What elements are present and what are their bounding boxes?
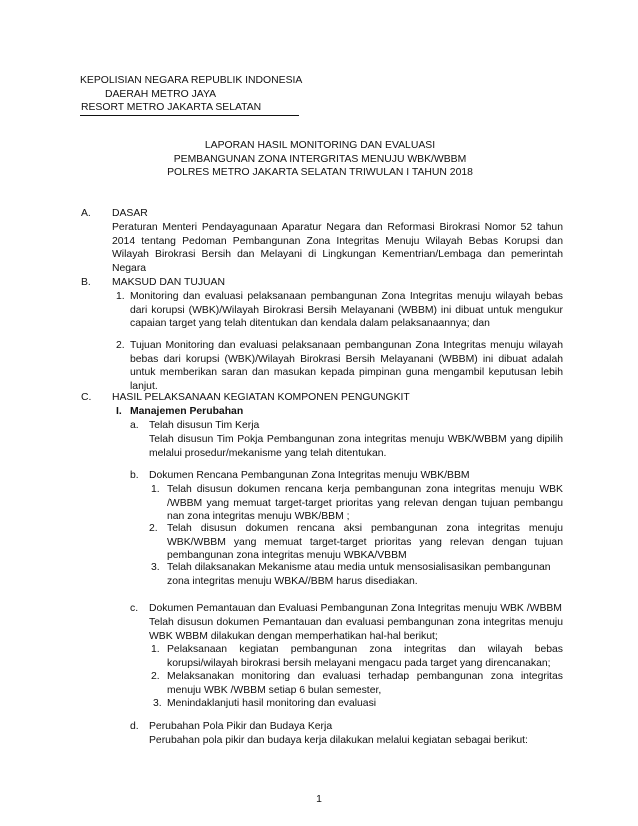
section-a-heading: DASAR bbox=[112, 208, 148, 219]
letterhead-line-2: DAERAH METRO JAYA bbox=[105, 88, 217, 100]
item-b-label: b. bbox=[130, 470, 139, 481]
section-b-item-1-text: Monitoring dan evaluasi pelaksanaan pembangunan Zona Integritas menuju wilayah bebas dari korupsi (WBK)/Wilayah Birokrasi Bersih Melayanani (WBBM) ini dibuat untuk mengukur capaian target yang telah ditentukan dan kendala dalam pelaksanaannya; dan bbox=[130, 291, 563, 330]
item-c-2-text: Melaksanakan monitoring dan evaluasi terhadap pembangunan zona integritas menuju WBK /WBBM setiap 6 bulan semester, bbox=[167, 671, 563, 696]
item-a-title: Telah disusun Tim Kerja bbox=[149, 420, 260, 431]
page-number: 1 bbox=[316, 794, 322, 805]
item-c-1-text: Pelaksanaan kegiatan pembangunan zona integritas dan wilayah bebas korupsi/wilayah birokrasi bersih melayani mengacu pada target yang direncanakan; bbox=[167, 644, 563, 669]
item-a-text: Telah disusun Tim Pokja Pembangunan zona integritas menuju WBK/WBBM yang dipilih melalui prosedur/mekanisme yang telah ditentukan. bbox=[149, 434, 563, 459]
section-c-heading: HASIL PELAKSANAAN KEGIATAN KOMPONEN PENGUNGKIT bbox=[112, 392, 410, 403]
item-c-1-number: 1. bbox=[151, 644, 160, 655]
section-b-letter: B. bbox=[81, 277, 91, 288]
item-b-1-text: Telah disusun dokumen rencana kerja pembangunan zona integritas menuju WBK /WBBM yang memuat target-target prioritas yang relevan dengan tujuan pembangu nan zona integritas menuju WBK/BBM ; bbox=[167, 484, 563, 523]
item-b-title: Dokumen Rencana Pembangunan Zona Integritas menuju WBK/BBM bbox=[149, 470, 470, 481]
report-title bbox=[80, 139, 560, 180]
report-title-line-3: POLRES METRO JAKARTA SELATAN TRIWULAN I TAHUN 2018 bbox=[167, 167, 473, 179]
subsection-i-title: Manajemen Perubahan bbox=[130, 406, 244, 417]
section-a-text: Peraturan Menteri Pendayagunaan Aparatur Negara dan Reformasi Birokrasi Nomor 52 tahun 2014 tentang Pedoman Pembangunan Zona Integritas Menuju Wilayah Bebas Korupsi dan Wilayah Birokrasi Bersih dan Melayani di Lingkungan Kementrian/Lembaga dan pemerintah Negara bbox=[112, 222, 563, 274]
report-title-line-1: LAPORAN HASIL MONITORING DAN EVALUASI bbox=[204, 140, 436, 151]
section-b-item-1-number: 1. bbox=[116, 291, 125, 302]
item-c-3-number: 3. bbox=[153, 698, 162, 709]
section-b-item-2-number: 2. bbox=[116, 340, 125, 351]
report-title-line-2: PEMBANGUNAN ZONA INTERGRITAS MENUJU WBK/WBBM bbox=[173, 153, 467, 165]
item-b-1-number: 1. bbox=[151, 484, 160, 495]
item-b-2-text: Telah disusun dokumen rencana aksi pembangunan zona integritas menuju WBK/WBBM yang memuat target-target prioritas yang relevan dengan tujuan pembangunan zona integritas menuju WBKA/VBBM bbox=[167, 523, 563, 562]
section-c-letter: C. bbox=[81, 392, 92, 403]
section-b-item-2-text: Tujuan Monitoring dan evaluasi pelaksanaan pembangunan Zona Integritas menuju wilayah bebas dari korupsi (WBK)/Wilayah Birokrasi Bersih Melayanani (WBBM) ini dibuat adalah untuk memberikan saran dan masukan kepada pimpinan guna mengambil keputusan lebih lanjut. bbox=[130, 340, 563, 392]
item-c-3-text: Menindaklanjuti hasil monitoring dan evaluasi bbox=[167, 698, 377, 709]
item-b-3-number: 3. bbox=[151, 562, 160, 573]
item-c-label: c. bbox=[130, 603, 139, 614]
item-b-2-number: 2. bbox=[149, 523, 158, 534]
item-a-label: a. bbox=[130, 420, 139, 431]
item-d-label: d. bbox=[130, 721, 139, 732]
item-c-text: Telah disusun dokumen Pemantauan dan evaluasi pembangunan zona integritas menuju WBK WBBM dilakukan dengan memperhatikan hal-hal berikut; bbox=[149, 617, 563, 642]
section-a-letter: A. bbox=[81, 208, 91, 219]
letterhead-line-1: KEPOLISIAN NEGARA REPUBLIK INDONESIA bbox=[80, 75, 303, 86]
section-b-heading: MAKSUD DAN TUJUAN bbox=[112, 277, 225, 288]
item-d-text: Perubahan pola pikir dan budaya kerja dilakukan melalui kegiatan sebagai berikut: bbox=[149, 735, 528, 746]
item-c-2-number: 2. bbox=[151, 671, 160, 682]
item-c-title: Dokumen Pemantauan dan Evaluasi Pembangunan Zona Integritas menuju WBK /WBBM bbox=[149, 603, 562, 614]
item-d-title: Perubahan Pola Pikir dan Budaya Kerja bbox=[149, 721, 333, 732]
subsection-i-number: I. bbox=[116, 406, 122, 417]
item-b-3-text: Telah dilaksanakan Mekanisme atau media untuk mensosialisasikan pembangunan zona integritas menuju WBKA//BBM harus disediakan. bbox=[167, 562, 551, 587]
letterhead-line-3: RESORT METRO JAKARTA SELATAN bbox=[80, 101, 299, 116]
letterhead bbox=[80, 74, 320, 116]
